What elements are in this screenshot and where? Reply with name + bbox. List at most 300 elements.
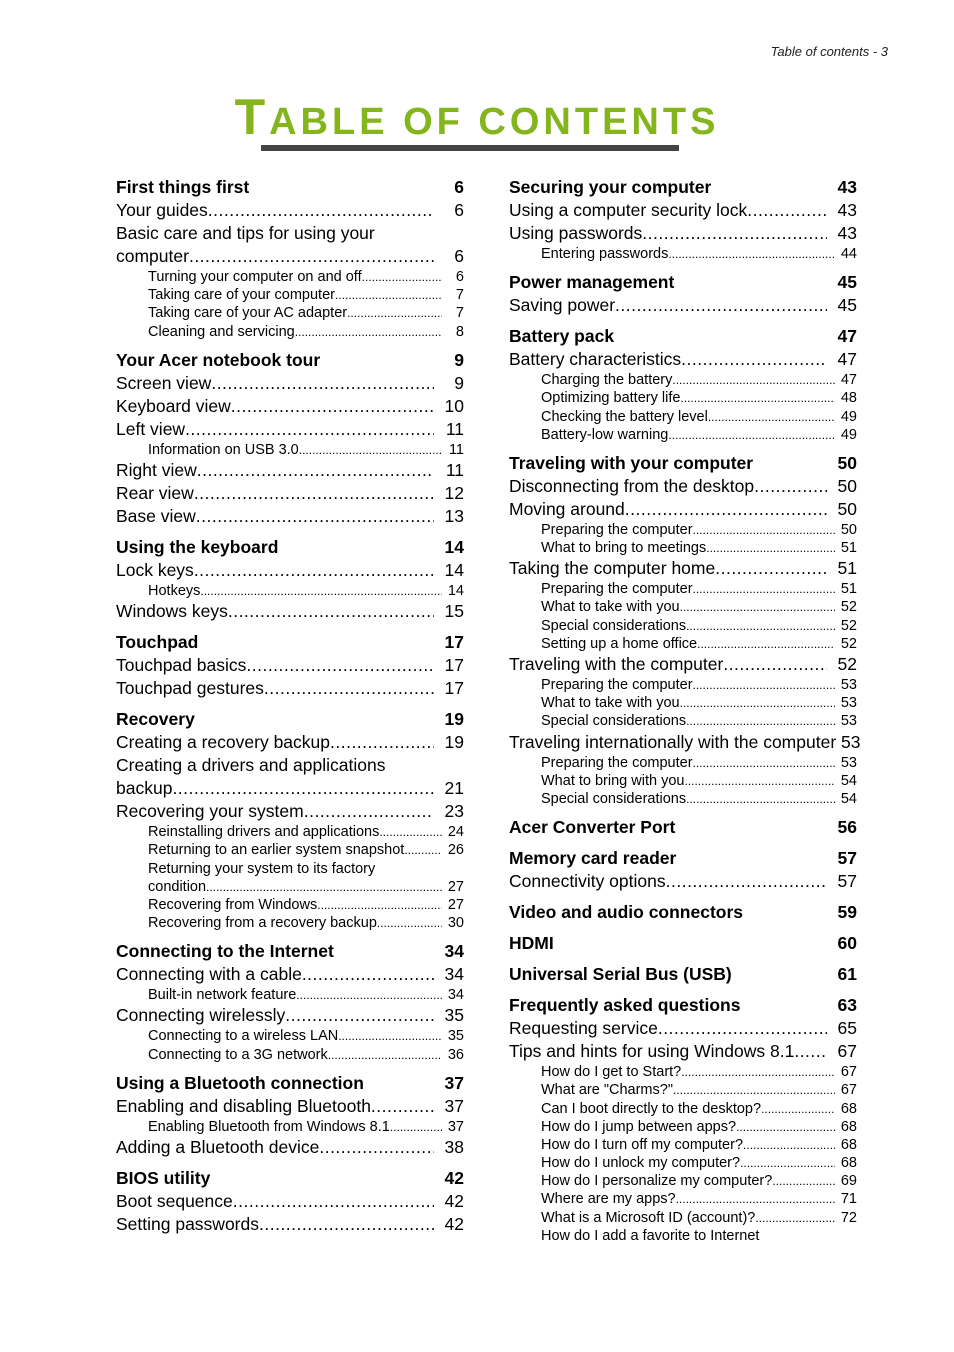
dot-leader — [693, 676, 835, 694]
entry-title: Connecting with a cable — [116, 964, 302, 985]
page-number: 13 — [444, 505, 464, 526]
entry-title: Enabling and disabling Bluetooth — [116, 1095, 371, 1116]
entry-title: Saving power — [509, 295, 616, 316]
toc-subentry[interactable] — [509, 1118, 857, 1136]
toc-subentry[interactable] — [116, 896, 464, 914]
page-number: 37 — [447, 1118, 464, 1135]
entry-title: How do I unlock my computer? — [541, 1155, 741, 1172]
toc-section — [116, 176, 464, 341]
page-number: 45 — [837, 295, 857, 316]
toc-section — [509, 452, 861, 808]
section-title: Connecting to the Internet — [116, 941, 334, 962]
toc-subentry[interactable] — [509, 1081, 857, 1099]
entry-title: What is a Microsoft ID (account)? — [541, 1209, 756, 1226]
toc-subentry[interactable] — [509, 754, 857, 772]
dot-leader — [693, 754, 835, 772]
dot-leader — [302, 963, 434, 986]
entry-title: Connectivity options — [509, 871, 666, 892]
toc-entry[interactable] — [116, 459, 464, 482]
entry-title: How do I jump between apps? — [541, 1118, 737, 1135]
page-number: 38 — [444, 1137, 464, 1157]
toc-subentry[interactable] — [509, 772, 857, 790]
entry-title: Charging the battery — [541, 372, 673, 389]
page-number: 37 — [444, 1095, 464, 1116]
dot-leader — [185, 418, 434, 441]
toc-subentry[interactable] — [116, 268, 464, 286]
dot-leader — [680, 598, 835, 616]
toc-section — [116, 349, 464, 528]
toc-entry[interactable] — [116, 559, 464, 582]
section-heading[interactable] — [509, 816, 857, 839]
entry-title: Base view — [116, 505, 196, 526]
page-number: 67 — [837, 1041, 857, 1062]
entry-title: Preparing the computer — [541, 677, 693, 694]
toc-entry[interactable] — [509, 222, 857, 245]
dot-leader — [379, 823, 442, 841]
entry-title: Recovering from Windows — [148, 896, 318, 913]
dot-leader — [708, 408, 835, 426]
entry-title: Rear view — [116, 482, 194, 503]
section-heading[interactable] — [116, 1072, 464, 1095]
dot-leader — [686, 790, 835, 808]
dot-leader — [658, 1017, 827, 1040]
toc-section — [509, 271, 857, 317]
toc-subentry[interactable] — [509, 408, 857, 426]
section-heading[interactable] — [116, 708, 464, 731]
page-number: 27 — [447, 896, 464, 913]
page-number: 47 — [840, 372, 857, 389]
dot-leader — [706, 539, 835, 557]
dot-leader — [680, 694, 835, 712]
entry-title: Windows keys — [116, 601, 228, 622]
section-page: 6 — [454, 177, 464, 197]
dot-leader — [264, 677, 434, 700]
toc-entry[interactable] — [116, 731, 464, 754]
toc-entry[interactable] — [116, 1004, 464, 1027]
dot-leader — [754, 475, 827, 498]
section-heading[interactable] — [116, 176, 464, 199]
section-heading[interactable] — [116, 349, 464, 372]
dot-leader — [362, 268, 442, 286]
section-page: 63 — [837, 995, 857, 1016]
section-title: HDMI — [509, 933, 554, 954]
toc-entry[interactable] — [116, 395, 464, 418]
section-heading[interactable] — [509, 176, 857, 199]
section-page: 37 — [444, 1072, 464, 1093]
page-number: 6 — [455, 268, 464, 285]
page-number: 15 — [444, 601, 464, 622]
toc-subentry[interactable] — [116, 1118, 464, 1136]
dot-leader — [743, 1136, 835, 1154]
dot-leader — [189, 245, 434, 268]
entry-title: Screen view — [116, 372, 212, 393]
page-number: 43 — [837, 223, 857, 243]
entry-title: Touchpad gestures — [116, 678, 264, 699]
dot-leader — [755, 1209, 835, 1227]
toc-entry[interactable] — [509, 475, 857, 498]
toc-subentry[interactable] — [116, 914, 464, 932]
dot-leader — [686, 617, 835, 635]
page-number: 42 — [444, 1214, 464, 1234]
section-title: First things first — [116, 177, 250, 197]
toc-entry[interactable] — [509, 498, 857, 521]
entry-title: Setting up a home office — [541, 635, 698, 652]
section-title: Memory card reader — [509, 848, 677, 869]
page-number: 67 — [840, 1082, 857, 1099]
entry-title: Preparing the computer — [541, 581, 693, 598]
entry-title: Recovering from a recovery backup — [148, 915, 377, 932]
dot-leader — [228, 600, 434, 623]
dot-leader — [211, 372, 434, 395]
toc-entry-line1[interactable]: Creating a drivers and applications — [116, 755, 386, 776]
page-number: 7 — [455, 305, 464, 322]
section-heading[interactable] — [509, 847, 857, 870]
page-number: 49 — [840, 426, 857, 443]
toc-subentry[interactable] — [509, 521, 857, 539]
page-header: Table of contents - 3 — [770, 44, 888, 59]
entry-title: Optimizing battery life — [541, 390, 681, 407]
page-number: 11 — [448, 441, 464, 458]
page-number: 53 — [840, 695, 857, 712]
page-number: 42 — [444, 1191, 464, 1211]
toc-subentry[interactable] — [116, 304, 464, 322]
dot-leader — [197, 459, 434, 482]
dot-leader — [681, 348, 827, 371]
dot-leader — [666, 870, 827, 893]
dot-leader — [296, 986, 442, 1004]
toc-entry[interactable] — [509, 870, 857, 893]
toc-subentry[interactable] — [116, 841, 464, 859]
toc-entry[interactable] — [116, 1190, 464, 1213]
entry-title: Preparing the computer — [541, 754, 693, 771]
page-number: 48 — [840, 390, 857, 407]
toc-entry[interactable] — [509, 294, 857, 317]
toc-entry-line2[interactable] — [116, 777, 464, 800]
section-title: Using a Bluetooth connection — [116, 1072, 364, 1093]
section-title: Video and audio connectors — [509, 902, 744, 923]
entry-title: Right view — [116, 459, 197, 480]
toc-entry[interactable] — [116, 654, 464, 677]
dot-leader — [794, 1040, 827, 1063]
dot-leader — [377, 914, 442, 932]
toc-subentry[interactable] — [509, 371, 857, 389]
dot-leader — [328, 1046, 442, 1064]
entry-title: Information on USB 3.0 — [148, 441, 299, 458]
dot-leader — [194, 559, 434, 582]
page-number: 21 — [444, 778, 464, 799]
entry-title: Setting passwords — [116, 1214, 259, 1234]
toc-entry[interactable] — [116, 963, 464, 986]
toc-section — [116, 940, 464, 1064]
toc-subentry[interactable] — [509, 1100, 857, 1118]
section-heading[interactable] — [116, 536, 464, 559]
toc-entry[interactable] — [116, 418, 464, 441]
toc-subentry[interactable] — [116, 986, 464, 1004]
page-number: 10 — [444, 395, 464, 416]
dot-leader — [723, 653, 827, 676]
page-number: 52 — [840, 635, 857, 652]
entry-title: Tips and hints for using Windows 8.1 — [509, 1041, 795, 1062]
toc-entry-line2[interactable] — [116, 245, 464, 268]
toc-entry[interactable] — [116, 199, 464, 222]
section-heading[interactable] — [116, 1167, 464, 1190]
section-page: 47 — [837, 326, 857, 347]
toc-subentry[interactable] — [509, 539, 857, 557]
section-page: 61 — [837, 964, 857, 985]
page-number: 49 — [840, 408, 857, 425]
dot-leader — [772, 1172, 835, 1190]
toc-entry[interactable] — [509, 1017, 857, 1040]
entry-title: Using a computer security lock — [509, 200, 748, 220]
toc-subentry[interactable] — [509, 389, 857, 407]
section-title: Acer Converter Port — [509, 817, 676, 838]
section-page: 9 — [454, 349, 464, 370]
page-number: 6 — [454, 246, 464, 266]
page-number: 71 — [840, 1191, 857, 1208]
toc-subentry[interactable]: How do I add a favorite to Internet — [541, 1227, 760, 1244]
page-number: 68 — [840, 1136, 857, 1153]
toc-subentry[interactable] — [509, 676, 857, 694]
section-heading[interactable] — [116, 631, 464, 654]
toc-subentry[interactable] — [116, 441, 464, 459]
dot-leader — [194, 482, 434, 505]
section-heading[interactable] — [509, 325, 857, 348]
toc-section — [509, 325, 857, 444]
dot-leader — [330, 731, 434, 754]
toc-right-column — [509, 176, 861, 1253]
entry-title: Enabling Bluetooth from Windows 8.1 — [148, 1118, 390, 1135]
section-title: Universal Serial Bus (USB) — [509, 964, 732, 985]
entry-title: Battery characteristics — [509, 349, 682, 370]
entry-title: Traveling with the computer — [509, 654, 724, 675]
toc-subentry[interactable] — [509, 599, 857, 617]
page-number: 36 — [447, 1046, 464, 1063]
page-number: 14 — [444, 559, 464, 580]
toc-entry[interactable] — [116, 505, 464, 528]
toc-subentry[interactable] — [509, 1154, 857, 1172]
dot-leader — [736, 1118, 835, 1136]
page-number: 17 — [444, 655, 464, 676]
dot-leader — [231, 395, 434, 418]
page-number: 68 — [840, 1155, 857, 1172]
dot-leader — [371, 1095, 434, 1118]
section-title: Recovery — [116, 709, 195, 730]
toc-entry[interactable] — [509, 653, 857, 676]
page-title — [0, 88, 954, 146]
toc-section — [509, 963, 857, 986]
section-heading[interactable] — [509, 452, 857, 475]
toc-subentry[interactable] — [509, 790, 857, 808]
dot-leader — [196, 505, 434, 528]
entry-title: What to take with you — [541, 695, 680, 712]
toc-entry[interactable] — [116, 1095, 464, 1118]
dot-leader — [668, 426, 835, 444]
toc-subentry[interactable] — [509, 245, 857, 263]
toc-section — [116, 631, 464, 700]
page-number: 72 — [840, 1209, 857, 1226]
entry-title: Requesting service — [509, 1018, 658, 1039]
toc-subentry[interactable] — [116, 323, 464, 341]
section-title: BIOS utility — [116, 1168, 211, 1188]
section-heading[interactable] — [509, 271, 857, 294]
toc-subentry[interactable] — [116, 582, 464, 600]
toc-subentry-line2[interactable] — [116, 878, 464, 896]
page-number: 27 — [447, 878, 464, 895]
page-number: 67 — [840, 1064, 857, 1081]
entry-title: What to bring with you — [541, 772, 685, 789]
dot-leader — [680, 389, 835, 407]
toc-subentry[interactable] — [509, 426, 857, 444]
section-title: Power management — [509, 272, 675, 293]
section-page: 56 — [837, 817, 857, 838]
toc-subentry[interactable] — [509, 712, 857, 730]
section-page: 34 — [444, 941, 464, 962]
entry-title: What to take with you — [541, 599, 680, 616]
entry-title: Returning to an earlier system snapshot — [148, 842, 405, 859]
entry-title: computer — [116, 246, 189, 266]
toc-left-column — [116, 176, 464, 1244]
dot-leader — [347, 304, 442, 322]
section-page: 14 — [444, 536, 464, 557]
dot-leader — [761, 1100, 835, 1118]
title-underline — [261, 145, 679, 151]
toc-section — [116, 1167, 464, 1236]
toc-subentry[interactable] — [509, 1063, 857, 1081]
toc-entry[interactable] — [116, 677, 464, 700]
page-number: 53 — [840, 713, 857, 730]
page-number: 50 — [837, 475, 857, 496]
page-number: 7 — [455, 287, 464, 304]
page-number: 69 — [840, 1173, 857, 1190]
toc-subentry[interactable] — [116, 286, 464, 304]
section-heading[interactable] — [116, 940, 464, 963]
page-number: 50 — [837, 498, 857, 519]
section-page: 42 — [444, 1168, 464, 1188]
entry-title: How do I turn off my computer? — [541, 1136, 744, 1153]
dot-leader — [693, 521, 835, 539]
section-heading[interactable] — [509, 994, 857, 1017]
entry-title: Taking care of your computer — [148, 287, 335, 304]
toc-section — [509, 816, 857, 839]
toc-subentry[interactable] — [116, 1027, 464, 1045]
toc-subentry[interactable] — [509, 1191, 857, 1209]
section-heading[interactable] — [509, 963, 857, 986]
entry-title: Hotkeys — [148, 582, 201, 599]
toc-section — [116, 708, 464, 932]
toc-subentry[interactable] — [509, 1209, 857, 1227]
dot-leader — [740, 1154, 835, 1172]
dot-leader — [299, 441, 442, 459]
title-initial: T — [234, 89, 270, 145]
dot-leader — [335, 286, 442, 304]
dot-leader — [233, 1190, 434, 1213]
page-number: 34 — [444, 964, 464, 985]
toc-entry[interactable] — [509, 348, 857, 371]
page-number: 65 — [837, 1018, 857, 1039]
page-number: 12 — [444, 482, 464, 503]
entry-title: Creating a recovery backup — [116, 732, 330, 753]
entry-title: Special considerations — [541, 790, 687, 807]
section-title: Frequently asked questions — [509, 995, 741, 1016]
toc-section — [116, 1072, 464, 1159]
entry-title: Entering passwords — [541, 245, 669, 262]
dot-leader — [304, 800, 434, 823]
page-number: 35 — [444, 1005, 464, 1026]
dot-leader — [715, 557, 827, 580]
entry-title: Moving around — [509, 498, 625, 519]
toc-entry[interactable] — [509, 199, 857, 222]
entry-title: Taking the computer home — [509, 558, 716, 579]
toc-section — [509, 994, 857, 1245]
toc-section — [509, 901, 857, 924]
toc-entry[interactable] — [116, 482, 464, 505]
toc-subentry[interactable] — [509, 694, 857, 712]
dot-leader — [676, 1190, 835, 1208]
dot-leader — [681, 1063, 835, 1081]
toc-section — [509, 176, 857, 263]
toc-subentry[interactable] — [509, 1172, 857, 1190]
entry-title: Special considerations — [541, 713, 687, 730]
page-number: 19 — [444, 732, 464, 753]
toc-entry[interactable] — [116, 372, 464, 395]
page-number: 47 — [837, 349, 857, 370]
entry-title: Recovering your system — [116, 801, 304, 822]
toc-entry[interactable] — [509, 1040, 857, 1063]
page-number: 34 — [447, 987, 464, 1004]
entry-title: Reinstalling drivers and applications — [148, 824, 380, 841]
toc-subentry[interactable] — [509, 1136, 857, 1154]
toc-entry[interactable] — [116, 600, 464, 623]
toc-subentry[interactable] — [509, 580, 857, 598]
toc-subentry[interactable] — [509, 635, 857, 653]
section-heading[interactable] — [509, 901, 857, 924]
toc-entry[interactable]: Traveling internationally with the computer 53 — [509, 731, 861, 752]
entry-title: Connecting wirelessly — [116, 1005, 286, 1026]
section-heading[interactable] — [509, 932, 857, 955]
toc-entry-line1[interactable]: Basic care and tips for using your — [116, 223, 375, 243]
toc-subentry[interactable] — [116, 823, 464, 841]
toc-entry[interactable] — [116, 1136, 464, 1159]
dot-leader — [338, 1027, 442, 1045]
section-page: 19 — [444, 709, 464, 730]
toc-subentry[interactable] — [509, 617, 857, 635]
section-page: 59 — [837, 902, 857, 923]
page-number: 43 — [837, 200, 857, 220]
section-page: 43 — [837, 177, 857, 197]
entry-title: Connecting to a 3G network — [148, 1046, 328, 1063]
dot-leader — [208, 199, 434, 222]
page-number: 11 — [445, 418, 464, 439]
toc-entry[interactable] — [116, 1213, 464, 1236]
toc-entry[interactable] — [116, 800, 464, 823]
page-number: 44 — [840, 245, 857, 262]
toc-subentry[interactable] — [116, 1046, 464, 1064]
page-number: 68 — [840, 1118, 857, 1135]
dot-leader — [673, 1081, 835, 1099]
entry-title: Turning your computer on and off — [148, 268, 362, 285]
section-title: Your Acer notebook tour — [116, 349, 321, 370]
dot-leader — [625, 498, 827, 521]
page-number: 57 — [837, 871, 857, 892]
dot-leader — [686, 712, 835, 730]
toc-entry[interactable] — [509, 557, 857, 580]
dot-leader — [672, 371, 835, 389]
entry-title: Built-in network feature — [148, 987, 297, 1004]
page-number: 17 — [444, 678, 464, 699]
dot-leader — [390, 1118, 442, 1136]
entry-title: Cleaning and servicing — [148, 323, 295, 340]
toc-subentry-line1[interactable]: Returning your system to its factory — [148, 860, 376, 877]
